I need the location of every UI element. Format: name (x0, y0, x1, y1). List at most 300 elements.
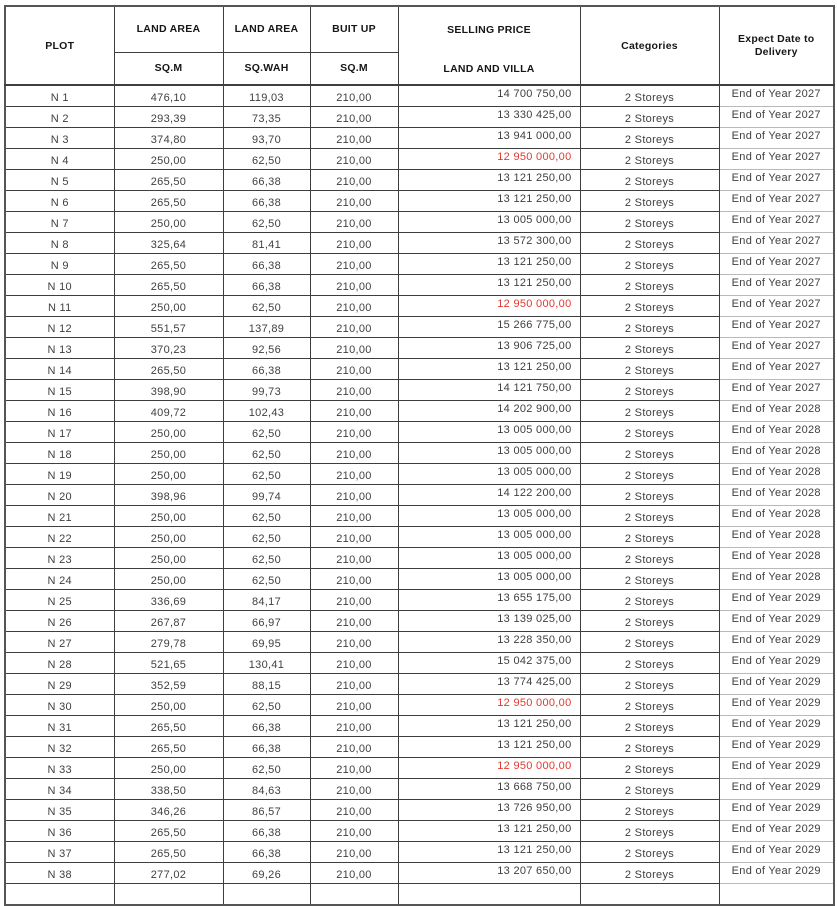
cell-plot: N 1 (5, 85, 114, 107)
cell-land-area-sqm: 277,02 (114, 863, 223, 884)
cell-land-area-sqm: 521,65 (114, 653, 223, 674)
table-row (5, 170, 834, 191)
header-built-up: BUIT UP (310, 6, 398, 52)
cell-delivery: End of Year 2027 (719, 275, 834, 296)
cell-categories: 2 Storeys (580, 821, 719, 842)
cell-built-up: 210,00 (310, 506, 398, 527)
cell-selling-price: 13 005 000,00 (398, 506, 580, 527)
cell-plot: N 26 (5, 611, 114, 632)
cell-land-area-sqm: 398,96 (114, 485, 223, 506)
cell-plot: N 19 (5, 464, 114, 485)
cell-selling-price: 13 121 250,00 (398, 191, 580, 212)
table-row (5, 695, 834, 716)
cell-selling-price: 14 121 750,00 (398, 380, 580, 401)
cell-selling-price: 13 005 000,00 (398, 443, 580, 464)
cell-land-area-sqm: 265,50 (114, 842, 223, 863)
cell-land-area-sqm: 250,00 (114, 758, 223, 779)
cell-selling-price: 13 121 250,00 (398, 275, 580, 296)
cell-land-area-sqm: 346,26 (114, 800, 223, 821)
cell-plot: N 34 (5, 779, 114, 800)
cell-land-area-sqwah: 62,50 (223, 422, 310, 443)
cell-land-area-sqm: 250,00 (114, 569, 223, 590)
header-row-1 (5, 6, 834, 52)
cell-built-up: 210,00 (310, 653, 398, 674)
table-row (5, 779, 834, 800)
table-row (5, 317, 834, 338)
cell-land-area-sqm: 250,00 (114, 296, 223, 317)
cell-selling-price: 13 121 250,00 (398, 254, 580, 275)
table-row (5, 128, 834, 149)
cell-selling-price: 13 655 175,00 (398, 590, 580, 611)
cell-empty (114, 884, 223, 906)
cell-selling-price: 13 572 300,00 (398, 233, 580, 254)
cell-categories: 2 Storeys (580, 485, 719, 506)
cell-land-area-sqm: 338,50 (114, 779, 223, 800)
cell-delivery: End of Year 2029 (719, 800, 834, 821)
cell-selling-price: 13 005 000,00 (398, 464, 580, 485)
cell-delivery: End of Year 2029 (719, 716, 834, 737)
cell-categories: 2 Storeys (580, 758, 719, 779)
cell-land-area-sqwah: 62,50 (223, 695, 310, 716)
cell-land-area-sqwah: 119,03 (223, 85, 310, 107)
cell-delivery: End of Year 2029 (719, 695, 834, 716)
cell-selling-price: 12 950 000,00 (398, 695, 580, 716)
table-row (5, 842, 834, 863)
cell-delivery: End of Year 2028 (719, 548, 834, 569)
cell-plot: N 23 (5, 548, 114, 569)
table-row (5, 527, 834, 548)
cell-plot: N 32 (5, 737, 114, 758)
cell-delivery: End of Year 2028 (719, 527, 834, 548)
cell-categories: 2 Storeys (580, 212, 719, 233)
cell-built-up: 210,00 (310, 212, 398, 233)
cell-plot: N 21 (5, 506, 114, 527)
cell-delivery: End of Year 2027 (719, 233, 834, 254)
cell-land-area-sqwah: 137,89 (223, 317, 310, 338)
price-list-page (0, 5, 837, 881)
cell-empty (398, 884, 580, 906)
cell-delivery: End of Year 2027 (719, 359, 834, 380)
cell-plot: N 15 (5, 380, 114, 401)
cell-categories: 2 Storeys (580, 338, 719, 359)
cell-plot: N 5 (5, 170, 114, 191)
cell-categories: 2 Storeys (580, 611, 719, 632)
cell-built-up: 210,00 (310, 401, 398, 422)
cell-categories: 2 Storeys (580, 800, 719, 821)
cell-land-area-sqwah: 99,74 (223, 485, 310, 506)
cell-delivery: End of Year 2028 (719, 485, 834, 506)
cell-plot: N 6 (5, 191, 114, 212)
cell-categories: 2 Storeys (580, 85, 719, 107)
cell-selling-price: 15 042 375,00 (398, 653, 580, 674)
cell-categories: 2 Storeys (580, 275, 719, 296)
cell-plot: N 25 (5, 590, 114, 611)
header-unit-sqm-2: SQ.M (310, 52, 398, 85)
cell-selling-price: 13 207 650,00 (398, 863, 580, 884)
cell-delivery: End of Year 2028 (719, 464, 834, 485)
cell-selling-price: 13 228 350,00 (398, 632, 580, 653)
cell-land-area-sqwah: 62,50 (223, 149, 310, 170)
cell-land-area-sqm: 551,57 (114, 317, 223, 338)
cell-categories: 2 Storeys (580, 737, 719, 758)
cell-delivery: End of Year 2027 (719, 149, 834, 170)
cell-selling-price: 13 005 000,00 (398, 422, 580, 443)
cell-empty (310, 884, 398, 906)
cell-delivery: End of Year 2028 (719, 443, 834, 464)
table-row-partial (5, 884, 834, 906)
cell-built-up: 210,00 (310, 233, 398, 254)
cell-built-up: 210,00 (310, 758, 398, 779)
cell-delivery: End of Year 2027 (719, 254, 834, 275)
table-row (5, 716, 834, 737)
cell-selling-price: 14 122 200,00 (398, 485, 580, 506)
cell-built-up: 210,00 (310, 737, 398, 758)
cell-land-area-sqwah: 66,38 (223, 254, 310, 275)
cell-built-up: 210,00 (310, 85, 398, 107)
cell-built-up: 210,00 (310, 674, 398, 695)
cell-selling-price: 14 202 900,00 (398, 401, 580, 422)
cell-land-area-sqwah: 86,57 (223, 800, 310, 821)
cell-categories: 2 Storeys (580, 380, 719, 401)
cell-categories: 2 Storeys (580, 842, 719, 863)
cell-plot: N 20 (5, 485, 114, 506)
cell-delivery: End of Year 2027 (719, 107, 834, 128)
cell-delivery: End of Year 2029 (719, 758, 834, 779)
cell-land-area-sqwah: 62,50 (223, 296, 310, 317)
cell-selling-price: 13 774 425,00 (398, 674, 580, 695)
cell-built-up: 210,00 (310, 611, 398, 632)
cell-built-up: 210,00 (310, 590, 398, 611)
table-row (5, 632, 834, 653)
cell-categories: 2 Storeys (580, 863, 719, 884)
cell-delivery: End of Year 2027 (719, 191, 834, 212)
cell-selling-price: 12 950 000,00 (398, 758, 580, 779)
cell-plot: N 37 (5, 842, 114, 863)
cell-selling-price: 13 121 250,00 (398, 716, 580, 737)
cell-plot: N 24 (5, 569, 114, 590)
cell-delivery: End of Year 2027 (719, 85, 834, 107)
cell-land-area-sqwah: 62,50 (223, 443, 310, 464)
table-row (5, 674, 834, 695)
cell-plot: N 31 (5, 716, 114, 737)
table-row (5, 548, 834, 569)
table-row (5, 275, 834, 296)
cell-built-up: 210,00 (310, 569, 398, 590)
cell-built-up: 210,00 (310, 527, 398, 548)
cell-land-area-sqwah: 62,50 (223, 548, 310, 569)
cell-selling-price: 14 700 750,00 (398, 85, 580, 107)
table-row (5, 569, 834, 590)
cell-land-area-sqm: 398,90 (114, 380, 223, 401)
cell-plot: N 22 (5, 527, 114, 548)
cell-land-area-sqwah: 66,38 (223, 170, 310, 191)
cell-land-area-sqwah: 66,38 (223, 359, 310, 380)
cell-land-area-sqm: 325,64 (114, 233, 223, 254)
cell-selling-price: 13 139 025,00 (398, 611, 580, 632)
header-selling-price-line: SELLING PRICE (447, 24, 531, 36)
cell-categories: 2 Storeys (580, 254, 719, 275)
cell-selling-price: 12 950 000,00 (398, 296, 580, 317)
cell-selling-price: 13 330 425,00 (398, 107, 580, 128)
cell-categories: 2 Storeys (580, 317, 719, 338)
header-delivery (719, 6, 834, 85)
cell-delivery: End of Year 2029 (719, 737, 834, 758)
table-row (5, 800, 834, 821)
cell-plot: N 27 (5, 632, 114, 653)
table-row (5, 85, 834, 107)
cell-built-up: 210,00 (310, 695, 398, 716)
table-row (5, 443, 834, 464)
cell-delivery: End of Year 2027 (719, 380, 834, 401)
cell-categories: 2 Storeys (580, 191, 719, 212)
cell-selling-price: 13 005 000,00 (398, 212, 580, 233)
cell-plot: N 38 (5, 863, 114, 884)
cell-categories: 2 Storeys (580, 464, 719, 485)
header-plot: PLOT (5, 6, 114, 85)
cell-built-up: 210,00 (310, 632, 398, 653)
cell-empty (5, 884, 114, 906)
cell-built-up: 210,00 (310, 548, 398, 569)
cell-plot: N 35 (5, 800, 114, 821)
cell-land-area-sqwah: 73,35 (223, 107, 310, 128)
cell-built-up: 210,00 (310, 107, 398, 128)
cell-land-area-sqm: 265,50 (114, 170, 223, 191)
cell-delivery: End of Year 2028 (719, 569, 834, 590)
cell-land-area-sqwah: 62,50 (223, 464, 310, 485)
cell-selling-price: 15 266 775,00 (398, 317, 580, 338)
cell-delivery: End of Year 2029 (719, 632, 834, 653)
cell-delivery: End of Year 2027 (719, 212, 834, 233)
cell-land-area-sqm: 265,50 (114, 254, 223, 275)
cell-plot: N 10 (5, 275, 114, 296)
table-row (5, 401, 834, 422)
cell-plot: N 8 (5, 233, 114, 254)
cell-delivery: End of Year 2027 (719, 128, 834, 149)
cell-delivery: End of Year 2027 (719, 170, 834, 191)
cell-plot: N 36 (5, 821, 114, 842)
cell-built-up: 210,00 (310, 359, 398, 380)
table-row (5, 296, 834, 317)
cell-delivery: End of Year 2028 (719, 401, 834, 422)
cell-land-area-sqwah: 66,38 (223, 821, 310, 842)
cell-categories: 2 Storeys (580, 527, 719, 548)
table-row (5, 653, 834, 674)
cell-land-area-sqm: 265,50 (114, 737, 223, 758)
table-row (5, 590, 834, 611)
cell-land-area-sqm: 250,00 (114, 506, 223, 527)
cell-land-area-sqwah: 69,26 (223, 863, 310, 884)
cell-selling-price: 13 941 000,00 (398, 128, 580, 149)
cell-delivery: End of Year 2029 (719, 590, 834, 611)
table-row (5, 485, 834, 506)
table-row (5, 464, 834, 485)
plots-price-table (4, 5, 835, 906)
cell-plot: N 2 (5, 107, 114, 128)
cell-land-area-sqwah: 66,97 (223, 611, 310, 632)
cell-plot: N 7 (5, 212, 114, 233)
cell-built-up: 210,00 (310, 275, 398, 296)
cell-categories: 2 Storeys (580, 653, 719, 674)
cell-land-area-sqm: 352,59 (114, 674, 223, 695)
cell-built-up: 210,00 (310, 716, 398, 737)
cell-land-area-sqm: 409,72 (114, 401, 223, 422)
cell-delivery: End of Year 2029 (719, 863, 834, 884)
cell-selling-price: 13 121 250,00 (398, 359, 580, 380)
cell-plot: N 4 (5, 149, 114, 170)
table-row (5, 821, 834, 842)
cell-categories: 2 Storeys (580, 296, 719, 317)
header-categories: Categories (580, 6, 719, 85)
cell-plot: N 13 (5, 338, 114, 359)
cell-plot: N 3 (5, 128, 114, 149)
cell-plot: N 9 (5, 254, 114, 275)
cell-land-area-sqwah: 84,17 (223, 590, 310, 611)
cell-selling-price: 13 121 250,00 (398, 737, 580, 758)
header-selling-price (398, 6, 580, 85)
cell-built-up: 210,00 (310, 191, 398, 212)
cell-land-area-sqwah: 66,38 (223, 191, 310, 212)
cell-land-area-sqm: 336,69 (114, 590, 223, 611)
cell-land-area-sqwah: 62,50 (223, 569, 310, 590)
cell-built-up: 210,00 (310, 863, 398, 884)
cell-land-area-sqm: 250,00 (114, 464, 223, 485)
cell-built-up: 210,00 (310, 380, 398, 401)
table-row (5, 737, 834, 758)
table-header (5, 6, 834, 85)
cell-built-up: 210,00 (310, 779, 398, 800)
cell-land-area-sqwah: 66,38 (223, 842, 310, 863)
table-row (5, 380, 834, 401)
cell-built-up: 210,00 (310, 821, 398, 842)
header-land-and-villa-line: LAND AND VILLA (443, 62, 535, 75)
cell-land-area-sqm: 250,00 (114, 527, 223, 548)
header-delivery-label: Expect Date to Delivery (738, 32, 815, 58)
cell-built-up: 210,00 (310, 443, 398, 464)
cell-delivery: End of Year 2029 (719, 674, 834, 695)
cell-plot: N 30 (5, 695, 114, 716)
cell-delivery: End of Year 2028 (719, 506, 834, 527)
cell-categories: 2 Storeys (580, 359, 719, 380)
cell-land-area-sqm: 250,00 (114, 548, 223, 569)
cell-land-area-sqm: 265,50 (114, 359, 223, 380)
cell-plot: N 12 (5, 317, 114, 338)
cell-empty (580, 884, 719, 906)
cell-plot: N 29 (5, 674, 114, 695)
cell-delivery: End of Year 2029 (719, 779, 834, 800)
cell-selling-price: 13 121 250,00 (398, 821, 580, 842)
cell-categories: 2 Storeys (580, 170, 719, 191)
cell-land-area-sqm: 374,80 (114, 128, 223, 149)
cell-land-area-sqm: 250,00 (114, 695, 223, 716)
cell-land-area-sqwah: 84,63 (223, 779, 310, 800)
cell-land-area-sqwah: 62,50 (223, 527, 310, 548)
cell-land-area-sqwah: 93,70 (223, 128, 310, 149)
header-unit-sqm-1: SQ.M (114, 52, 223, 85)
table-row (5, 149, 834, 170)
cell-selling-price: 13 005 000,00 (398, 527, 580, 548)
cell-selling-price: 13 668 750,00 (398, 779, 580, 800)
cell-categories: 2 Storeys (580, 590, 719, 611)
cell-land-area-sqm: 279,78 (114, 632, 223, 653)
cell-categories: 2 Storeys (580, 149, 719, 170)
cell-land-area-sqwah: 62,50 (223, 506, 310, 527)
cell-plot: N 17 (5, 422, 114, 443)
cell-categories: 2 Storeys (580, 422, 719, 443)
table-row (5, 422, 834, 443)
cell-built-up: 210,00 (310, 485, 398, 506)
cell-land-area-sqm: 250,00 (114, 443, 223, 464)
cell-built-up: 210,00 (310, 800, 398, 821)
cell-categories: 2 Storeys (580, 716, 719, 737)
header-unit-sqwah: SQ.WAH (223, 52, 310, 85)
cell-land-area-sqwah: 102,43 (223, 401, 310, 422)
cell-plot: N 28 (5, 653, 114, 674)
cell-land-area-sqwah: 66,38 (223, 716, 310, 737)
cell-built-up: 210,00 (310, 464, 398, 485)
cell-built-up: 210,00 (310, 128, 398, 149)
cell-plot: N 33 (5, 758, 114, 779)
header-land-area-sqwah: LAND AREA (223, 6, 310, 52)
cell-land-area-sqm: 370,23 (114, 338, 223, 359)
cell-selling-price: 13 121 250,00 (398, 170, 580, 191)
table-row (5, 611, 834, 632)
table-row (5, 233, 834, 254)
table-row (5, 359, 834, 380)
cell-land-area-sqm: 250,00 (114, 422, 223, 443)
cell-delivery: End of Year 2029 (719, 611, 834, 632)
cell-built-up: 210,00 (310, 422, 398, 443)
cell-built-up: 210,00 (310, 317, 398, 338)
cell-land-area-sqm: 265,50 (114, 821, 223, 842)
cell-built-up: 210,00 (310, 296, 398, 317)
cell-built-up: 210,00 (310, 149, 398, 170)
cell-land-area-sqm: 267,87 (114, 611, 223, 632)
cell-delivery: End of Year 2027 (719, 296, 834, 317)
cell-empty (719, 884, 834, 906)
cell-plot: N 18 (5, 443, 114, 464)
cell-categories: 2 Storeys (580, 443, 719, 464)
table-body (5, 85, 834, 905)
cell-land-area-sqwah: 66,38 (223, 737, 310, 758)
cell-categories: 2 Storeys (580, 569, 719, 590)
cell-empty (223, 884, 310, 906)
cell-land-area-sqwah: 62,50 (223, 212, 310, 233)
cell-categories: 2 Storeys (580, 107, 719, 128)
table-row (5, 758, 834, 779)
cell-land-area-sqm: 265,50 (114, 191, 223, 212)
cell-selling-price: 13 121 250,00 (398, 842, 580, 863)
cell-plot: N 14 (5, 359, 114, 380)
cell-plot: N 11 (5, 296, 114, 317)
cell-plot: N 16 (5, 401, 114, 422)
cell-land-area-sqwah: 66,38 (223, 275, 310, 296)
table-row (5, 254, 834, 275)
cell-categories: 2 Storeys (580, 128, 719, 149)
cell-land-area-sqwah: 62,50 (223, 758, 310, 779)
cell-land-area-sqm: 293,39 (114, 107, 223, 128)
table-row (5, 191, 834, 212)
cell-land-area-sqm: 476,10 (114, 85, 223, 107)
cell-built-up: 210,00 (310, 842, 398, 863)
table-row (5, 338, 834, 359)
cell-built-up: 210,00 (310, 170, 398, 191)
cell-built-up: 210,00 (310, 338, 398, 359)
cell-delivery: End of Year 2029 (719, 653, 834, 674)
table-row (5, 212, 834, 233)
cell-delivery: End of Year 2029 (719, 821, 834, 842)
cell-land-area-sqm: 265,50 (114, 716, 223, 737)
cell-selling-price: 12 950 000,00 (398, 149, 580, 170)
